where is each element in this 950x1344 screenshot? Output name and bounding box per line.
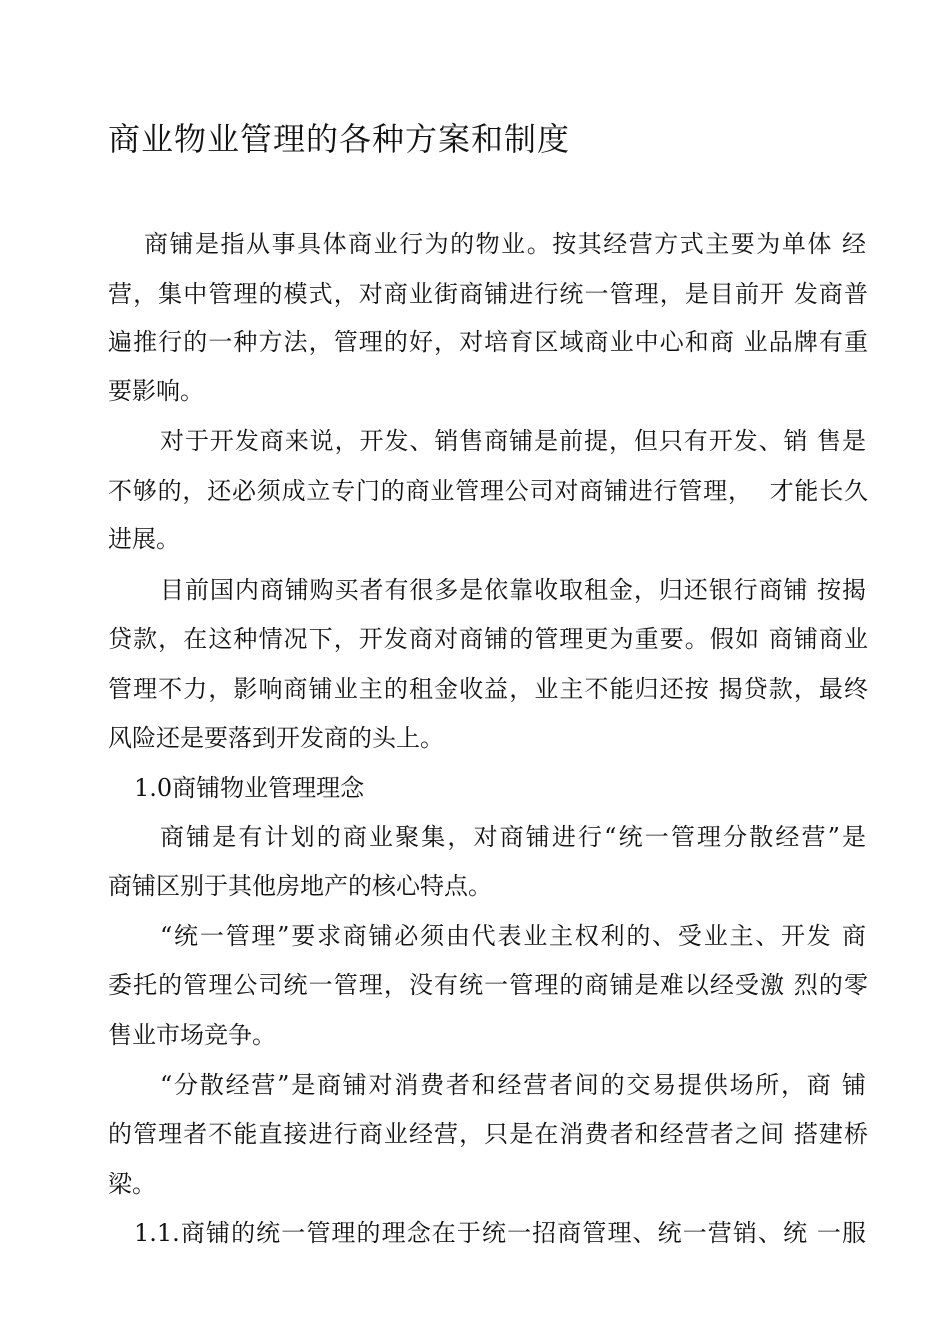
paragraph-line: 不够的，还必须成立专门的商业管理公司对商铺进行管理， 才能长久 <box>108 477 868 505</box>
paragraph-line: 商铺区别于其他房地产的核心特点。 <box>108 872 492 900</box>
paragraph-line: 要影响。 <box>108 377 204 405</box>
paragraph-line: 委托的管理公司统一管理，没有统一管理的商铺是难以经受激 烈的零 <box>108 971 868 999</box>
paragraph-line: 的管理者不能直接进行商业经营，只是在消费者和经营者之间 搭建桥 <box>108 1120 868 1148</box>
section-heading: 1.0商铺物业管理理念 <box>134 774 365 802</box>
paragraph-line: 商铺是有计划的商业聚集，对商铺进行“统一管理分散经营”是 <box>160 823 866 851</box>
section-heading: 1.1.商铺的统一管理的理念在于统一招商管理、统一营销、统 一服 <box>134 1219 866 1247</box>
paragraph-line: “统一管理”要求商铺必须由代表业主权利的、受业主、开发 商 <box>160 922 866 950</box>
paragraph-line: 对于开发商来说，开发、销售商铺是前提，但只有开发、销 售是 <box>160 427 866 455</box>
paragraph-line: 售业市场竞争。 <box>108 1021 276 1049</box>
paragraph-line: 商铺是指从事具体商业行为的物业。按其经营方式主要为单体 经 <box>144 230 866 258</box>
paragraph-line: 风险还是要落到开发商的头上。 <box>108 724 444 752</box>
paragraph-line: 目前国内商铺购买者有很多是依靠收取租金，归还银行商铺 按揭 <box>160 576 866 604</box>
document-title: 商业物业管理的各种方案和制度 <box>108 120 571 158</box>
paragraph-line: 进展。 <box>108 525 180 553</box>
paragraph-line: 贷款，在这种情况下，开发商对商铺的管理更为重要。假如 商铺商业 <box>108 625 868 653</box>
paragraph-line: 营，集中管理的模式，对商业街商铺进行统一管理，是目前开 发商普 <box>108 280 868 308</box>
paragraph-line: “分散经营”是商铺对消费者和经营者间的交易提供场所，商 铺 <box>160 1071 866 1099</box>
paragraph-line: 梁。 <box>108 1170 156 1198</box>
paragraph-line: 管理不力，影响商铺业主的租金收益，业主不能归还按 揭贷款，最终 <box>108 675 868 703</box>
paragraph-line: 遍推行的一种方法，管理的好，对培育区域商业中心和商 业品牌有重 <box>108 328 868 356</box>
